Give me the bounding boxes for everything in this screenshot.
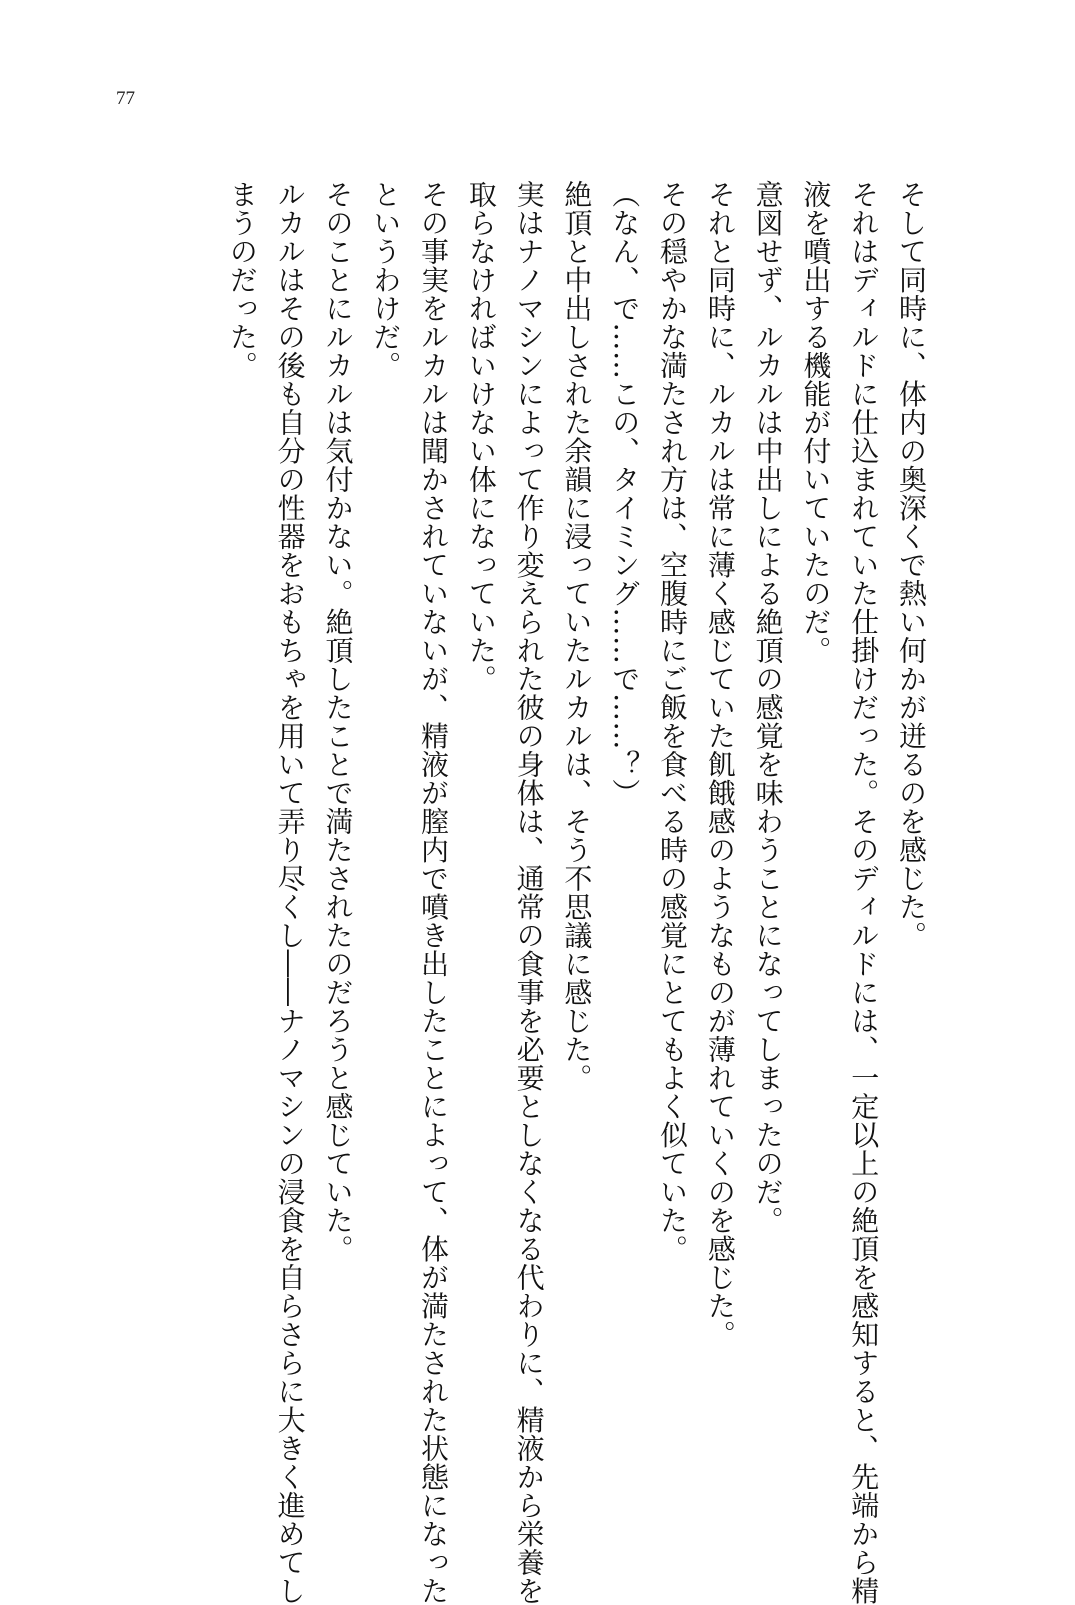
text-line: 絶頂と中出しされた余韻に浸っていたルカルは、そう不思議に感じた。 (560, 180, 594, 1092)
text-line: そのことにルカルは気付かない。絶頂したことで満たされたのだろうと感じていた。 (321, 180, 355, 1263)
text-line: 取らなければいけない体になっていた。 (464, 180, 498, 693)
text-line: それと同時に、ルカルは常に薄く感じていた飢餓感のようなものが薄れていくのを感じた。 (703, 180, 737, 1349)
text-line: ルカルはその後も自分の性器をおもちゃを用いて弄り尽くし――ナノマシンの浸食を自らさらに大きく進めてし (273, 180, 307, 1605)
text-line: それはディルドに仕込まれていた仕掛けだった。そのディルドには、一定以上の絶頂を感知すると、先端から精 (847, 180, 881, 1605)
vertical-text-body (218, 180, 935, 1605)
text-line: （なん、で……この、タイミング……で……？） (608, 180, 642, 807)
text-line: 意図せず、ルカルは中出しによる絶頂の感覚を味わうことになってしまったのだ。 (751, 180, 785, 1235)
text-line: 液を噴出する機能が付いていたのだ。 (799, 180, 833, 665)
text-line: その事実をルカルは聞かされていないが、精液が膣内で噴き出したことによって、体が満たされた状態になった (417, 180, 451, 1605)
text-line: まうのだった。 (225, 180, 259, 380)
text-line: というわけだ。 (369, 180, 403, 380)
text-line: その穏やかな満たされ方は、空腹時にご飯を食べる時の感覚にとてもよく似ていた。 (656, 180, 690, 1263)
text-line: そして同時に、体内の奥深くで熱い何かが迸るのを感じた。 (895, 180, 928, 950)
text-line: 実はナノマシンによって作り変えられた彼の身体は、通常の食事を必要としなくなる代わりに、精液から栄養を (512, 180, 546, 1605)
page-number: 77 (116, 88, 135, 109)
